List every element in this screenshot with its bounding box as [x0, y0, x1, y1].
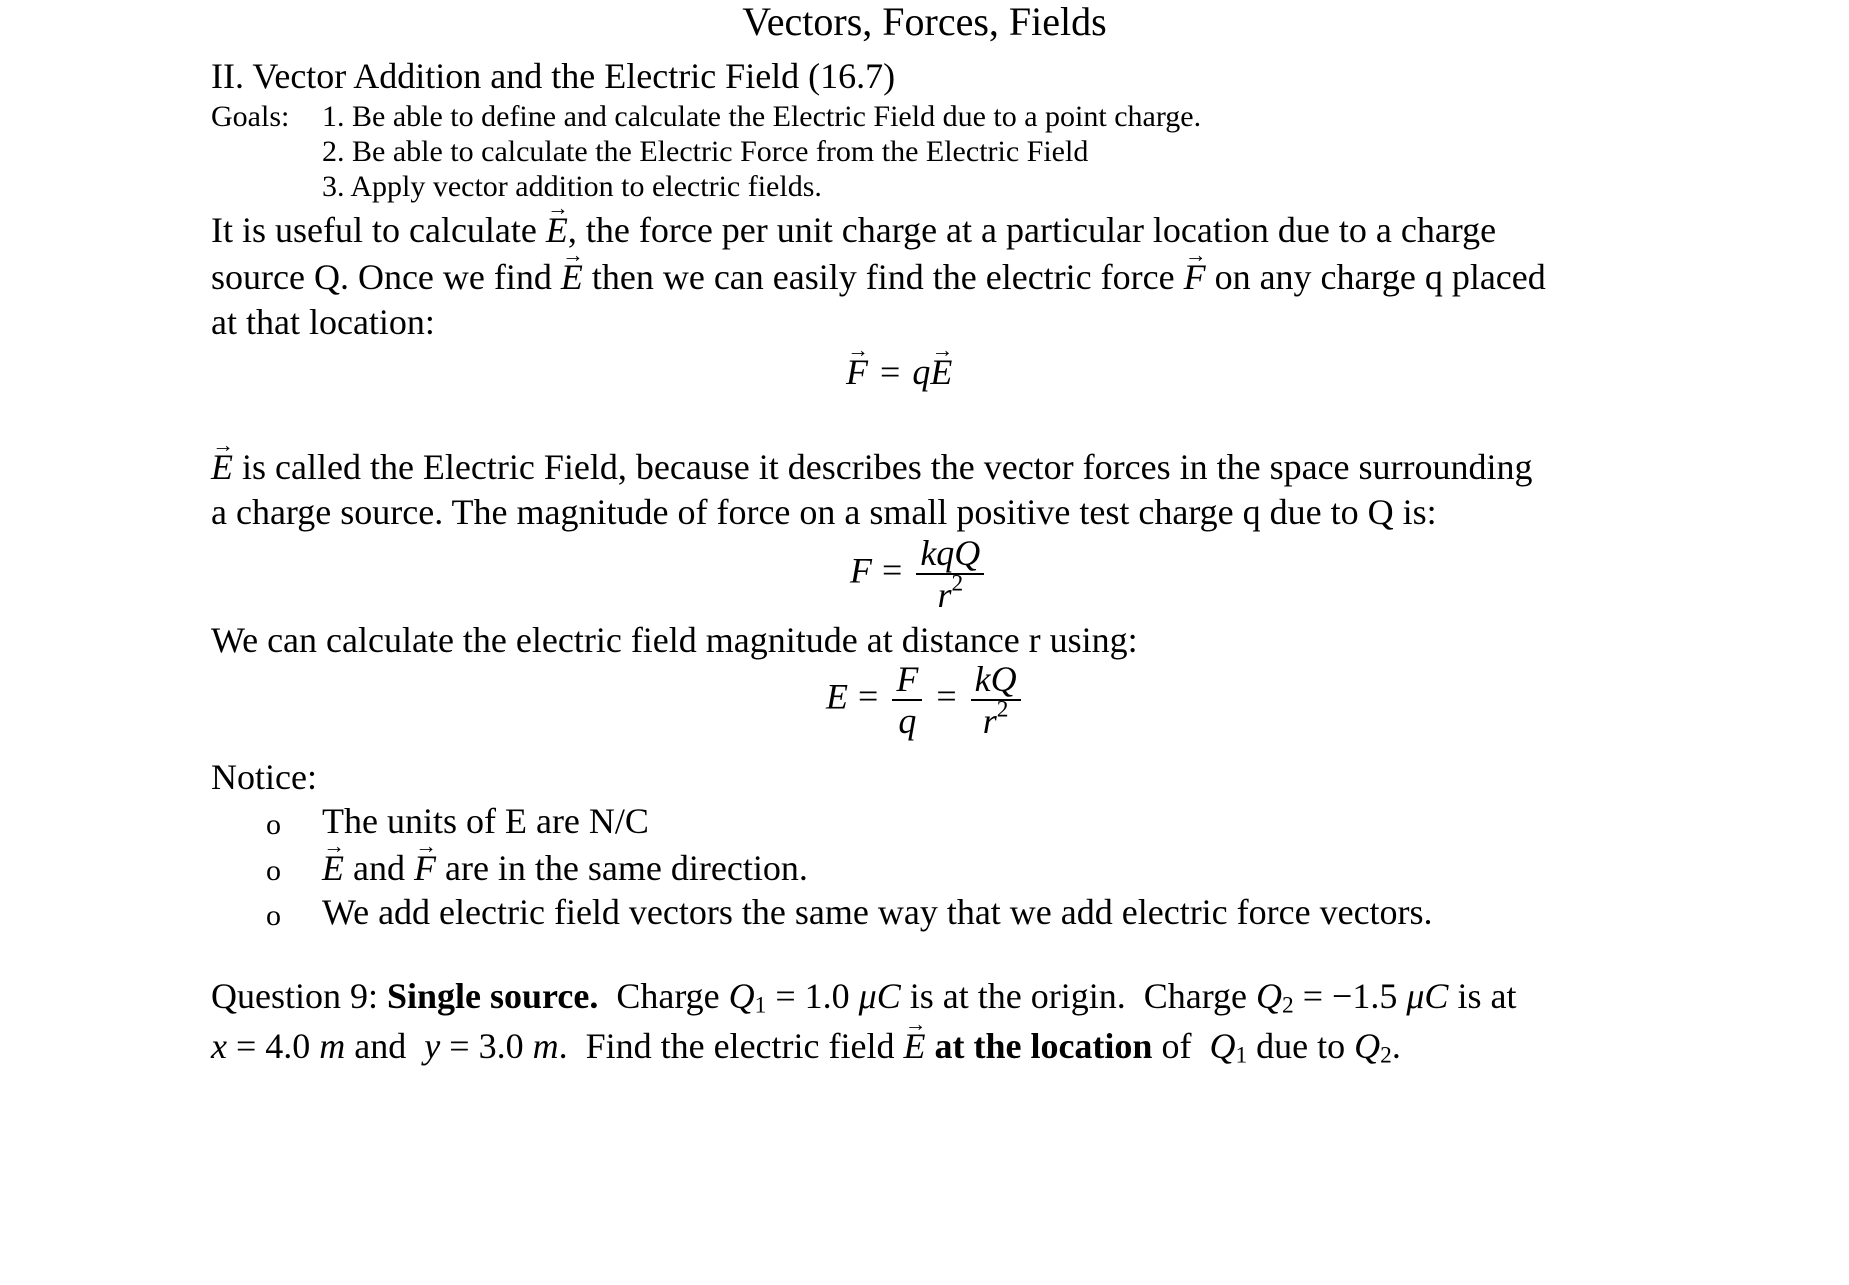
f-symbol: F — [850, 550, 872, 591]
question-text: = 3.0 — [440, 1026, 533, 1066]
section-heading: II. Vector Addition and the Electric Field (16.7) — [211, 56, 896, 96]
field-def-line-2: a charge source. The magnitude of force on a small positive test charge q due to Q is: — [211, 492, 1437, 532]
subscript: 2 — [1380, 1042, 1392, 1069]
f-vector: → F — [846, 352, 868, 392]
bullet-text: are in the same direction. — [435, 848, 808, 888]
charge-symbol: Q — [728, 976, 755, 1016]
question-text: due to — [1247, 1026, 1355, 1066]
charge-symbol: Q — [1209, 1026, 1236, 1066]
y-symbol: y — [424, 1026, 441, 1066]
subscript: 1 — [754, 992, 767, 1019]
unit-symbol: μC — [1406, 976, 1449, 1016]
intro-text: , the force per unit charge at a particular location due to a charge — [567, 210, 1497, 250]
denominator: q — [892, 699, 922, 741]
question-text: is at — [1448, 976, 1517, 1016]
e-vector: → E — [561, 257, 583, 297]
equation-field-magnitude — [826, 659, 1025, 741]
subscript: 2 — [1282, 992, 1294, 1019]
unit-symbol: m — [319, 1026, 346, 1066]
goal-item-1: 1. Be able to define and calculate the Electric Field due to a point charge. — [322, 100, 1202, 133]
intro-line-2 — [211, 257, 1546, 297]
denominator — [971, 696, 1021, 741]
question-text: = 4.0 — [226, 1026, 320, 1066]
intro-line-1 — [211, 210, 1496, 250]
equals-sign: = — [880, 352, 901, 392]
exponent: 2 — [951, 570, 964, 597]
equation-force-magnitude — [850, 533, 988, 615]
question-label: Question 9: — [211, 976, 387, 1016]
fraction — [971, 659, 1021, 741]
unit-symbol: m — [532, 1026, 559, 1066]
fraction — [916, 533, 984, 615]
question-line-1 — [211, 976, 1517, 1019]
charge-symbol: Q — [1354, 1026, 1381, 1066]
question-bold-text: at the location — [925, 1026, 1153, 1066]
page-title: Vectors, Forces, Fields — [742, 0, 1107, 44]
intro-text: It is useful to calculate — [211, 210, 546, 250]
bullet-text: and — [344, 848, 414, 888]
intro-text: source Q. Once we find — [211, 257, 561, 297]
equation-f-equals-qe — [846, 352, 952, 392]
question-text: = 1.0 — [766, 976, 859, 1016]
question-line-2 — [211, 1026, 1401, 1069]
question-bold-text: Single source. — [387, 976, 599, 1016]
intro-text: then we can easily find the electric force — [582, 257, 1184, 297]
numerator: kQ — [974, 659, 1017, 699]
question-text: of — [1152, 1026, 1210, 1066]
r-symbol: r — [982, 701, 997, 741]
question-text: Charge — [598, 976, 729, 1016]
f-vector: → F — [414, 848, 436, 888]
charge-symbol: Q — [1256, 976, 1283, 1016]
e-symbol: E — [826, 676, 848, 717]
notice-bullet-2 — [322, 848, 808, 888]
notice-label: Notice: — [211, 757, 317, 797]
question-text: and — [345, 1026, 425, 1066]
e-vector: → E — [211, 447, 233, 487]
f-vector: → F — [1184, 257, 1206, 297]
numerator: F — [896, 659, 919, 699]
notice-bullet-1: The units of E are N/C — [322, 801, 649, 841]
equals-sign: = — [858, 676, 879, 717]
subscript: 1 — [1235, 1042, 1248, 1069]
field-def-text: is called the Electric Field, because it describes the vector forces in the space surrounding — [233, 447, 1533, 487]
equals-sign: = — [882, 550, 903, 591]
e-vector: → E — [322, 848, 344, 888]
exponent: 2 — [996, 696, 1009, 723]
e-vector: → E — [546, 210, 568, 250]
question-text: . Find the electric field — [558, 1026, 904, 1066]
q-symbol: q — [912, 352, 931, 392]
unit-symbol: μC — [858, 976, 901, 1016]
question-text: is at the origin. Charge — [900, 976, 1257, 1016]
goal-item-3: 3. Apply vector addition to electric fields. — [322, 170, 822, 203]
numerator: kqQ — [920, 533, 981, 573]
r-symbol: r — [937, 575, 952, 615]
intro-line-3: at that location: — [211, 302, 435, 342]
bullet-marker: o — [266, 899, 281, 932]
goal-item-2: 2. Be able to calculate the Electric Force from the Electric Field — [322, 135, 1089, 168]
goals-label: Goals: — [211, 100, 290, 133]
notice-bullet-3: We add electric field vectors the same way that we add electric force vectors. — [322, 892, 1433, 932]
field-def-line-1 — [211, 447, 1533, 487]
question-text: = −1.5 — [1293, 976, 1407, 1016]
fraction — [892, 659, 922, 741]
question-text: . — [1391, 1026, 1401, 1066]
e-vector: → E — [903, 1026, 925, 1066]
e-vector: → E — [930, 352, 952, 392]
denominator — [916, 570, 984, 615]
bullet-marker: o — [266, 854, 281, 887]
field-calc-text: We can calculate the electric field magnitude at distance r using: — [211, 620, 1138, 660]
x-symbol: x — [211, 1026, 227, 1066]
intro-text: on any charge q placed — [1205, 257, 1546, 297]
bullet-marker: o — [266, 808, 281, 841]
equals-sign: = — [936, 676, 957, 717]
